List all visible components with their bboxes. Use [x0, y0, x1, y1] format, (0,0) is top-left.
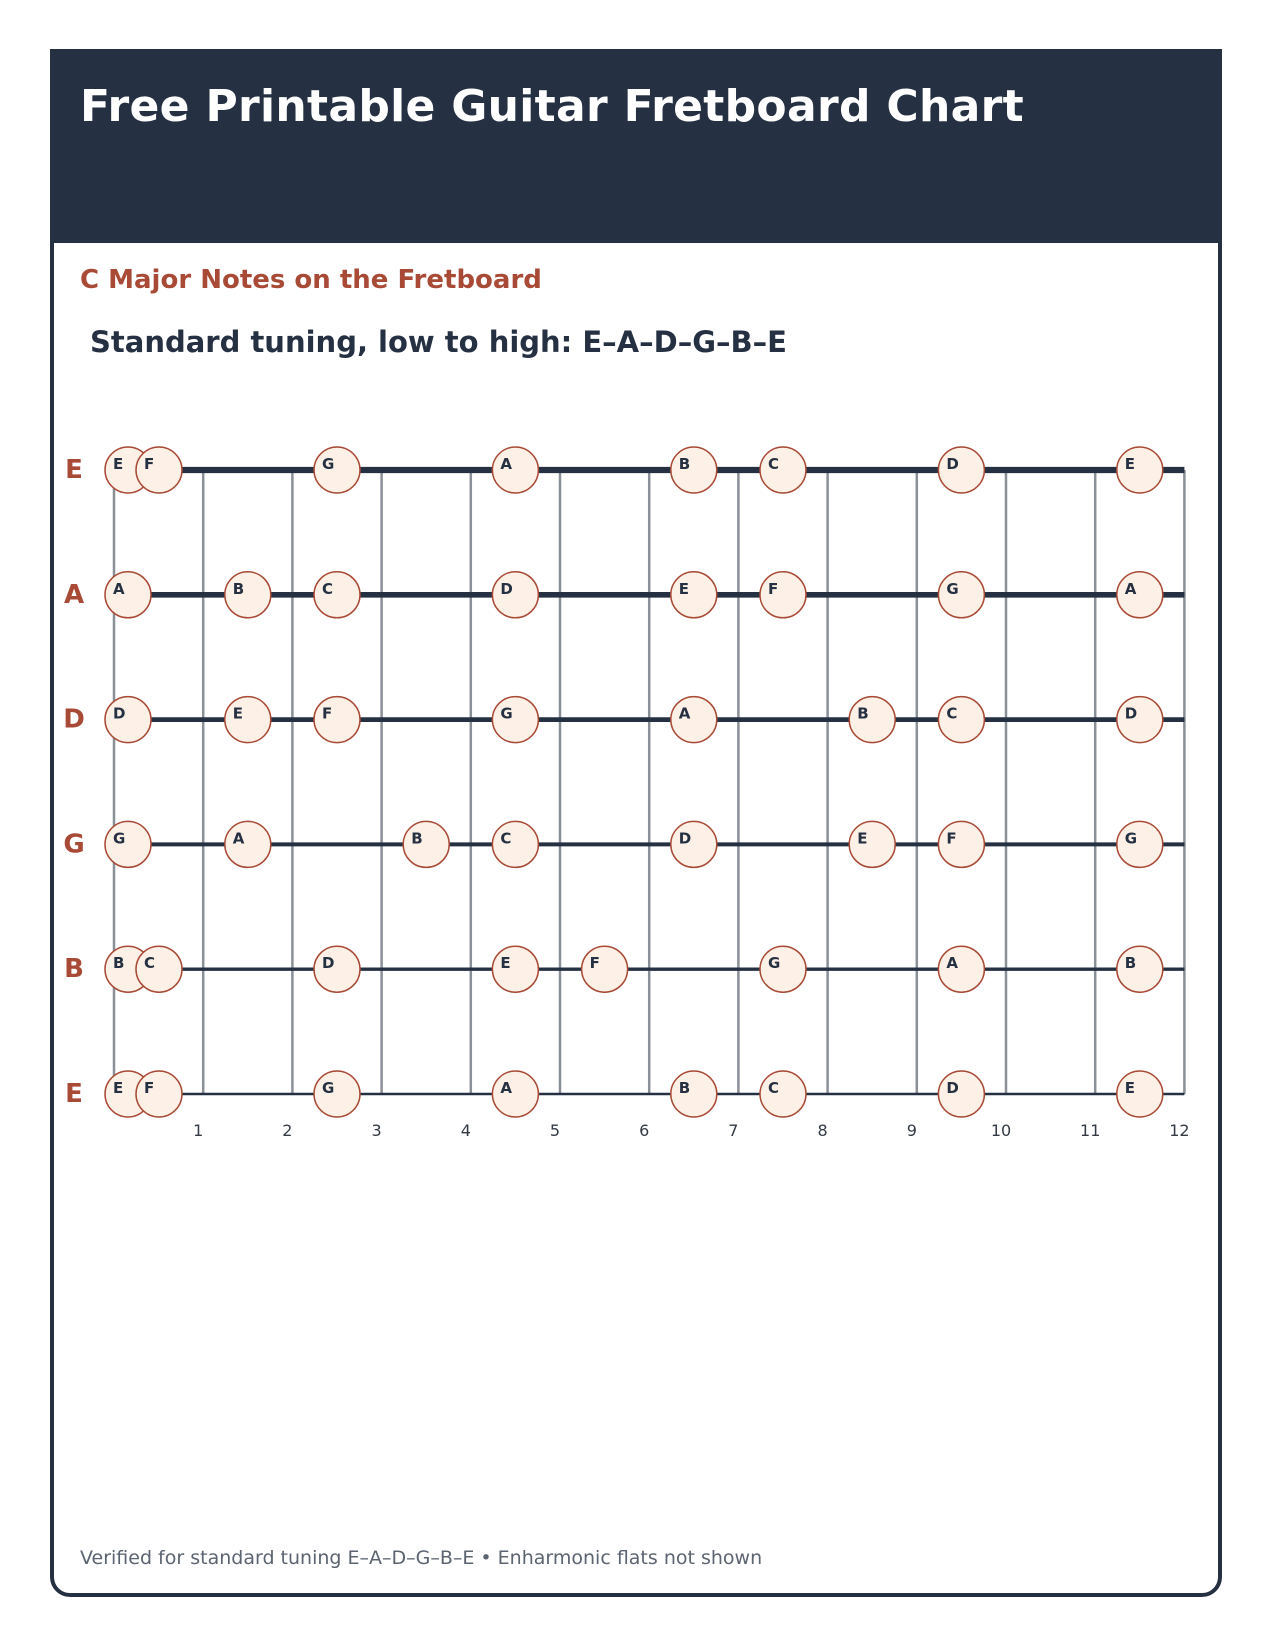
chart-subtitle: C Major Notes on the Fretboard — [80, 265, 542, 295]
note-marker — [492, 697, 538, 743]
note-marker — [492, 572, 538, 618]
note-label: C — [500, 829, 512, 848]
fret-number-3: 3 — [371, 1121, 382, 1140]
note-label: D — [678, 829, 692, 848]
note-marker — [314, 697, 360, 743]
note-marker — [1117, 1071, 1163, 1117]
note-label: F — [589, 954, 600, 973]
note-label: F — [144, 455, 155, 473]
note-label: E — [232, 704, 244, 723]
note-marker — [849, 821, 895, 867]
page-title: Free Printable Guitar Fretboard Chart — [80, 81, 1024, 132]
note-label: G — [113, 829, 126, 848]
note-label: A — [500, 455, 513, 473]
note-marker — [492, 821, 538, 867]
note-marker — [760, 946, 806, 992]
note-marker — [938, 821, 984, 867]
note-label: E — [113, 1079, 124, 1097]
note-label: G — [500, 704, 513, 723]
note-label: D — [946, 455, 959, 473]
note-marker — [1117, 572, 1163, 618]
fret-number-5: 5 — [549, 1121, 561, 1140]
note-marker — [314, 946, 360, 992]
string-label-5: B — [64, 954, 84, 985]
note-marker — [671, 572, 717, 618]
note-label: C — [768, 455, 780, 473]
fret-number-8: 8 — [817, 1121, 828, 1140]
note-label: F — [768, 579, 779, 598]
note-label: D — [113, 704, 126, 723]
note-marker — [1117, 447, 1163, 493]
note-label: C — [768, 1079, 780, 1097]
note-label: G — [322, 455, 335, 473]
fret-number-1: 1 — [193, 1121, 204, 1140]
note-marker — [492, 1071, 538, 1117]
note-marker — [105, 572, 151, 618]
note-label: B — [113, 954, 125, 973]
note-label: F — [144, 1079, 155, 1097]
string-label-4: G — [63, 829, 85, 860]
note-marker — [671, 821, 717, 867]
note-marker — [938, 946, 984, 992]
note-label: A — [1124, 579, 1137, 598]
note-label: G — [946, 579, 959, 598]
note-label: E — [1124, 455, 1136, 473]
note-marker — [582, 946, 628, 992]
note-label: E — [500, 954, 511, 973]
fret-number-7: 7 — [728, 1121, 739, 1140]
note-label: E — [113, 455, 124, 473]
note-label: C — [144, 954, 156, 973]
fret-number-11: 11 — [1080, 1121, 1101, 1140]
note-marker — [492, 447, 538, 493]
note-label: D — [1124, 704, 1138, 723]
note-label: D — [500, 579, 513, 598]
note-marker — [1117, 946, 1163, 992]
note-marker — [1117, 697, 1163, 743]
string-label-6: E — [65, 1079, 83, 1109]
note-marker — [492, 946, 538, 992]
note-label: A — [946, 954, 959, 973]
note-marker — [938, 697, 984, 743]
note-marker — [105, 697, 151, 743]
note-marker — [225, 572, 271, 618]
note-marker — [671, 447, 717, 493]
note-marker — [225, 697, 271, 743]
note-marker — [671, 697, 717, 743]
note-marker — [105, 821, 151, 867]
fret-number-12: 12 — [1169, 1121, 1190, 1140]
note-marker — [136, 946, 182, 992]
note-label: G — [768, 954, 781, 973]
note-label: B — [1124, 954, 1137, 973]
fret-number-2: 2 — [282, 1121, 293, 1140]
note-marker — [760, 447, 806, 493]
note-marker — [938, 1071, 984, 1117]
note-label: B — [232, 579, 245, 598]
note-label: F — [946, 829, 957, 848]
note-label: B — [411, 829, 423, 848]
note-label: A — [232, 829, 245, 848]
note-label: C — [946, 704, 958, 723]
fret-number-10: 10 — [990, 1121, 1012, 1140]
note-marker — [1117, 821, 1163, 867]
note-marker — [314, 447, 360, 493]
string-label-1: E — [65, 455, 83, 485]
note-marker — [938, 447, 984, 493]
footer-note: Verified for standard tuning E–A–D–G–B–E • Enharmonic flats not shown — [80, 1547, 763, 1569]
note-label: B — [678, 1079, 691, 1097]
note-label: C — [322, 579, 334, 598]
note-label: E — [1124, 1079, 1136, 1097]
fret-number-9: 9 — [906, 1121, 917, 1140]
tuning-heading: Standard tuning, low to high: E–A–D–G–B–E — [90, 325, 787, 359]
note-marker — [760, 572, 806, 618]
note-label: B — [857, 704, 869, 723]
note-marker — [314, 1071, 360, 1117]
note-marker — [849, 697, 895, 743]
note-label: G — [1124, 829, 1138, 848]
string-label-2: A — [63, 579, 85, 610]
note-marker — [314, 572, 360, 618]
fret-number-6: 6 — [639, 1121, 650, 1140]
note-label: B — [678, 455, 691, 473]
note-label: E — [857, 829, 868, 848]
note-label: D — [322, 954, 335, 973]
note-label: F — [322, 704, 333, 723]
note-marker — [225, 821, 271, 867]
note-marker — [136, 447, 182, 493]
note-label: A — [113, 579, 125, 598]
string-label-3: D — [63, 704, 85, 735]
note-label: G — [322, 1079, 335, 1097]
note-marker — [938, 572, 984, 618]
fret-number-4: 4 — [460, 1121, 471, 1140]
note-marker — [403, 821, 449, 867]
note-marker — [136, 1071, 182, 1117]
note-marker — [760, 1071, 806, 1117]
note-label: A — [678, 704, 691, 723]
note-label: A — [500, 1079, 513, 1097]
note-label: D — [946, 1079, 959, 1097]
note-label: E — [678, 579, 690, 598]
note-marker — [671, 1071, 717, 1117]
